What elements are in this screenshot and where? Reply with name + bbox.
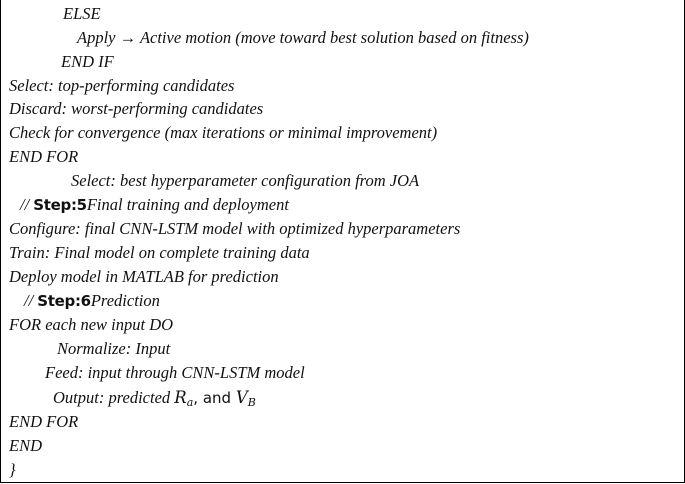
discard-worst-line: Discard: worst-performing candidates: [9, 99, 264, 118]
comment-prefix: //: [24, 291, 38, 310]
output-and: and: [198, 389, 236, 407]
step6-text: Prediction: [90, 291, 160, 310]
deploy-line: Deploy model in MATLAB for prediction: [9, 267, 279, 286]
end-if-line: END IF: [61, 52, 114, 71]
var-r: R: [174, 388, 187, 407]
end-line: END: [9, 436, 42, 455]
configure-line: Configure: final CNN-LSTM model with optimized hyperparameters: [9, 219, 461, 238]
select-best-config-line: Select: best hyperparameter configuration from JOA: [71, 171, 420, 190]
else-line: ELSE: [63, 4, 101, 23]
end-for-line: END FOR: [9, 147, 79, 166]
train-line: Train: Final model on complete training data: [9, 243, 310, 262]
closing-brace: }: [9, 460, 16, 479]
select-top-line: Select: top-performing candidates: [9, 76, 235, 95]
step6-label: Step:6: [37, 292, 91, 310]
output-line: [53, 388, 256, 408]
step5-label: Step:5: [33, 196, 87, 214]
var-v: V: [235, 388, 248, 407]
output-comma: ,: [193, 389, 199, 407]
for-each-input-line: FOR each new input DO: [9, 315, 174, 334]
check-convergence-line: Check for convergence (max iterations or minimal improvement): [9, 123, 438, 142]
normalize-line: Normalize: Input: [57, 339, 171, 358]
var-r-sub: a: [186, 396, 194, 409]
var-v-sub: B: [247, 396, 256, 409]
step6-comment-line: [24, 291, 160, 311]
step5-text: Final training and deployment: [86, 195, 289, 214]
comment-prefix: //: [20, 195, 34, 214]
end-for-line-2: END FOR: [9, 412, 79, 431]
feed-line: Feed: input through CNN-LSTM model: [45, 363, 305, 382]
apply-active-motion-line: Apply → Active motion (move toward best solution based on fitness): [77, 28, 529, 47]
output-prefix: Output: predicted: [53, 388, 175, 407]
step5-comment-line: [20, 195, 289, 215]
